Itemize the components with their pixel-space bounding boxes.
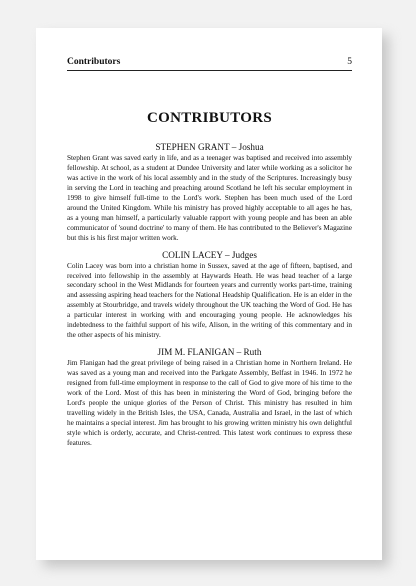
page-number: 5 [347,57,352,67]
book-page [36,28,382,560]
page-title: CONTRIBUTORS [146,110,273,126]
contributor-heading: COLIN LACEY – Judges [162,249,257,260]
contributor-bio: Colin Lacey was born into a christian home in Sussex, saved at the age of fifteen, baptised, and received into fellowship in the assembly at Haywards Heath. He was head teacher of a large secondary school in the West Midlands for fourteen years and currently works part-time, training and assessing aspiring head teachers for the National Headship Qualification. He is an elder in the assembly at Stourbridge, and travels widely throughout the UK teaching the Word of God. He has a particular interest in working with and encouraging young people. He acknowledges his indebtedness to the faithful support of his wife, Alison, in the writing of this commentary and in the other aspects of his ministry. [67,261,352,340]
contributor-entry-jim-flanigan [67,347,352,449]
running-head-section-label: Contributors [67,57,121,67]
contributor-bio: Jim Flanigan had the great privilege of being raised in a Christian home in Northern Ireland. He was saved as a young man and received into the Parkgate Assembly, Belfast in 1946. In 1972 he resigned from full-time employment in response to the call of God to give more of his time to the work of the Lord. Most of this has been in ministering the Word of God, bringing before the Lord's people the unique glories of the Person of Christ. This ministry has resulted in him travelling widely in the British Isles, the USA, Canada, Australia and Israel, in the last of which he maintains a special interest. Jim has brought to his growing written ministry his own delightful style which is orderly, accurate, and Christ-centred. This latest work continues to express these features. [67,359,352,447]
contributor-heading: JIM M. FLANIGAN – Ruth [157,347,262,358]
contributor-entry-colin-lacey [67,250,352,342]
contributor-entry-stephen-grant [67,142,352,244]
contributors-list [67,142,352,449]
contributor-bio: Stephen Grant was saved early in life, and as a teenager was baptised and received into assembly fellowship. At school, as a student at Dundee University and later while working as a solicitor he was active in the work of his local assembly and in the study of the Scriptures. Increasingly busy in serving the Lord in teaching and preaching around Scotland he left his secular employment in 1998 to give himself full-time to the Lord's work. Stephen has been much used of the Lord around the United Kingdom. While his ministry has proved highly acceptable to all ages he has, as a young man himself, a particularly valuable rapport with young people and has been an able communicator of 'sound doctrine' to many of them. He has contributed to the Believer's Magazine but this is his first major written work. [67,154,352,242]
running-header [67,57,352,71]
contributor-heading: STEPHEN GRANT – Joshua [155,142,264,152]
